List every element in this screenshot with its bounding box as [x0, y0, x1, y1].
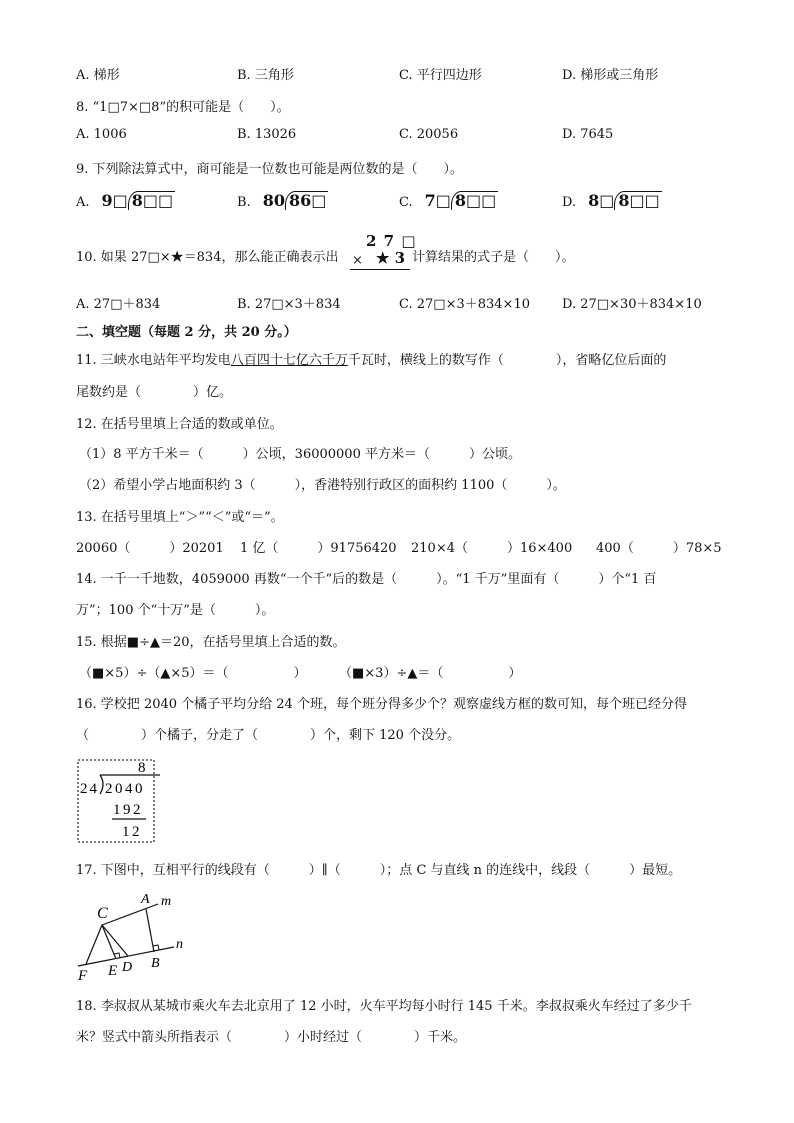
dividend: 2040: [105, 781, 145, 797]
q10-option-b: B. 27□×3＋834: [237, 297, 341, 312]
q11-line-2: 尾数约是（ ）亿。: [76, 385, 233, 400]
q10-vertical-times: ×: [352, 253, 363, 268]
q13-item-4: 400（ ）78×5: [596, 541, 722, 556]
q9-option-a-divisor: 9□: [101, 191, 128, 210]
q11-text-b: 千瓦时，横线上的数写作（ ），省略亿位后面的: [347, 353, 667, 368]
q9-option-d: [562, 191, 662, 210]
q13-stem: 13. 在括号里填上“＞”“＜”或“＝”。: [76, 510, 284, 525]
q7-option-a: A. 梯形: [76, 68, 120, 83]
q9-option-c: [399, 191, 498, 210]
q13-item-1: 20060（ ）20201: [76, 541, 224, 556]
q11-underlined-number: 八百四十七亿六千万: [230, 353, 348, 368]
q10-option-a: A. 27□＋834: [76, 297, 161, 312]
q17-stem: 17. 下图中，互相平行的线段有（ ）∥（ ）；点 C 与直线 n 的连线中，线段（ ）最短。: [76, 863, 682, 878]
q9-option-d-divisor: 8□: [588, 191, 615, 210]
q8-stem: 8. “1□7×□8”的积可能是（ ）。: [76, 100, 290, 115]
q9-option-b-dividend: 86□: [285, 191, 328, 210]
q9-option-b: [237, 191, 328, 210]
line-m: [102, 904, 158, 925]
q9-option-d-letter: D.: [562, 195, 577, 210]
q15-stem: 15. 根据■÷▲＝20，在括号里填上合适的数。: [76, 635, 346, 650]
q16-line-1: 16. 学校把 2040 个橘子平均分给 24 个班，每个班分得多少个？观察虚线方框的数可知，每个班已经分得: [76, 697, 687, 712]
q11-line-1: [76, 349, 666, 368]
partial-product: 192: [113, 802, 143, 818]
q14-line-1: 14. 一千一千地数，4059000 再数“一个千”后的数是（ ）。“1 千万”里面有（ ）个“1 百: [76, 572, 657, 587]
q15-item-2: （■×3）÷▲＝（ ）: [339, 666, 522, 681]
q8-option-b: B. 13026: [237, 127, 297, 142]
label-f: F: [78, 968, 88, 982]
q9-option-b-divisor: 80: [262, 191, 285, 210]
q9-option-a: [76, 191, 175, 210]
q7-option-c: C. 平行四边形: [399, 68, 482, 83]
q18-line-2: 米？竖式中箭头所指表示（ ）小时经过（ ）千米。: [76, 1030, 467, 1045]
label-e: E: [108, 963, 118, 979]
segment-ab: [146, 909, 154, 952]
q9-stem: 9. 下列除法算式中，商可能是一位数也可能是两位数的是（ ）。: [76, 162, 464, 177]
label-m: m: [161, 894, 172, 909]
q9-option-c-dividend: 8□□: [451, 191, 498, 210]
label-c: C: [97, 905, 108, 922]
label-a: A: [141, 892, 150, 907]
quotient: 8: [138, 760, 146, 776]
q13-item-3: 210×4（ ）16×400: [411, 541, 573, 556]
q7-option-d: D. 梯形或三角形: [562, 68, 659, 83]
section-2-heading: 二、填空题（每题 2 分，共 20 分。）: [76, 325, 297, 340]
q12-stem: 12. 在括号里填上合适的数或单位。: [76, 417, 283, 432]
q12-part-1: （1）8 平方千米＝（ ）公顷，36000000 平方米＝（ ）公顷。: [79, 447, 521, 462]
q8-option-a: A. 1006: [76, 127, 127, 142]
q16-long-division: [76, 758, 166, 844]
label-d: D: [122, 960, 133, 975]
q7-option-b: B. 三角形: [237, 68, 294, 83]
q18-line-1: 18. 李叔叔从某城市乘火车去北京用了 12 小时，火车平均每小时行 145 千米。李叔叔乘火车经过了多少千: [76, 999, 692, 1014]
segment-ce: [102, 925, 116, 959]
q10-option-d: D. 27□×30＋834×10: [562, 297, 702, 312]
q12-part-2: （2）希望小学占地面积约 3（ ），香港特别行政区的面积约 1100（ ）。: [79, 478, 566, 493]
q9-option-c-divisor: 7□: [424, 191, 451, 210]
q10-stem-b: 计算结果的式子是（ ）。: [412, 250, 575, 265]
q9-option-b-letter: B.: [237, 195, 251, 210]
q10-vertical-bottom: ★ 3: [376, 249, 406, 267]
q13-item-2: 1 亿（ ）91756420: [240, 541, 397, 556]
segment-cd: [102, 925, 128, 956]
q10-option-c: C. 27□×3＋834×10: [399, 297, 530, 312]
q9-option-a-dividend: 8□□: [128, 191, 175, 210]
remainder: 12: [122, 824, 142, 840]
q8-option-d: D. 7645: [562, 127, 614, 142]
q15-item-1: （■×5）÷（▲×5）＝（ ）: [79, 666, 307, 681]
q11-text-a: 11. 三峡水电站年平均发电: [76, 353, 231, 368]
q10-stem-a: 10. 如果 27□×★＝834，那么能正确表示出: [76, 250, 339, 265]
q9-option-d-dividend: 8□□: [614, 191, 661, 210]
q16-line-2: （ ）个橘子，分走了（ ）个，剩下 120 个没分。: [76, 728, 461, 743]
q8-option-c: C. 20056: [399, 127, 459, 142]
segment-cf: [86, 925, 102, 964]
q9-option-a-letter: A.: [76, 195, 90, 210]
q14-line-2: 万”；100 个“十万”是（ ）。: [76, 603, 275, 618]
division-bracket: [100, 775, 103, 794]
q10-vertical-top: 2 7 □: [366, 232, 417, 250]
q9-option-c-letter: C.: [399, 195, 413, 210]
q10-vertical-rule: [350, 269, 410, 270]
divisor: 24: [80, 781, 99, 797]
label-n: n: [176, 937, 183, 952]
label-b: B: [151, 956, 160, 971]
q17-figure: [74, 888, 204, 982]
